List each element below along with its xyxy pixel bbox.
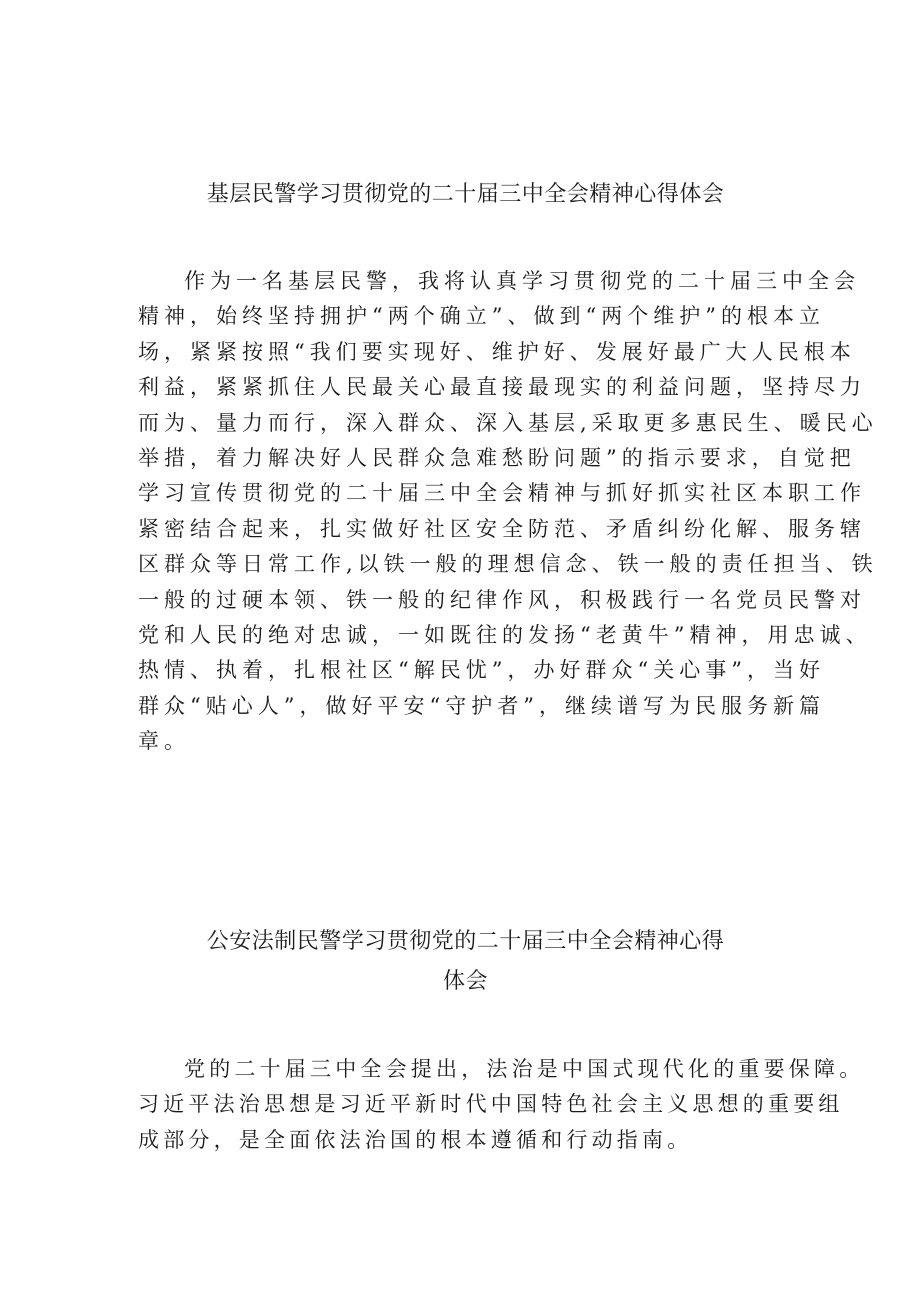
section-1-paragraph	[138, 264, 878, 760]
section-1-title	[138, 175, 793, 215]
paragraph-line: 章。	[138, 729, 190, 754]
paragraph-line: 区群众等日常工作,以铁一般的理想信念、铁一般的责任担当、铁	[138, 552, 878, 577]
paragraph-line: 党的二十届三中全会提出，法治是中国式现代化的重要保障。	[184, 1057, 865, 1081]
paragraph-line: 而为、量力而行，深入群众、深入基层,采取更多惠民生、暖民心	[138, 410, 878, 435]
paragraph-line: 精神，始终坚持拥护“两个确立”、做到“两个维护”的根本立	[138, 304, 825, 329]
paragraph-line: 一般的过硬本领、铁一般的纪律作风，积极践行一名党员民警对	[138, 587, 866, 612]
section-2-paragraph	[138, 1052, 865, 1158]
paragraph-line: 热情、执着，扎根社区“解民忧”，办好群众“关心事”，当好	[138, 658, 825, 683]
paragraph-line: 学习宣传贯彻党的二十届三中全会精神与抓好抓实社区本职工作	[138, 481, 866, 506]
paragraph-line: 利益，紧紧抓住人民最关心最直接最现实的利益问题，坚持尽力	[138, 375, 866, 400]
paragraph-line: 紧密结合起来，扎实做好社区安全防范、矛盾纠纷化解、服务辖	[138, 516, 866, 541]
section-2-title-line: 体会	[442, 969, 488, 994]
section-2-title	[138, 922, 793, 1002]
paragraph-line: 场，紧紧按照“我们要实现好、维护好、发展好最广大人民根本	[138, 339, 856, 364]
paragraph-line: 党和人民的绝对忠诚，一如既往的发扬“老黄牛”精神，用忠诚、	[138, 623, 872, 648]
paragraph-line: 举措，着力解决好人民群众急难愁盼问题”的指示要求，自觉把	[138, 446, 856, 471]
paragraph-line: 成部分，是全面依法治国的根本遵循和行动指南。	[138, 1127, 693, 1152]
section-2-title-line: 公安法制民警学习贯彻党的二十届三中全会精神心得	[206, 929, 725, 954]
paragraph-line: 作为一名基层民警，我将认真学习贯彻党的二十届三中全会	[184, 269, 860, 293]
section-1-title-line: 基层民警学习贯彻党的二十届三中全会精神心得体会	[206, 182, 725, 207]
paragraph-line: 群众“贴心人”，做好平安“守护者”，继续谱写为民服务新篇	[138, 693, 825, 718]
paragraph-line: 习近平法治思想是习近平新时代中国特色社会主义思想的重要组	[138, 1092, 844, 1117]
